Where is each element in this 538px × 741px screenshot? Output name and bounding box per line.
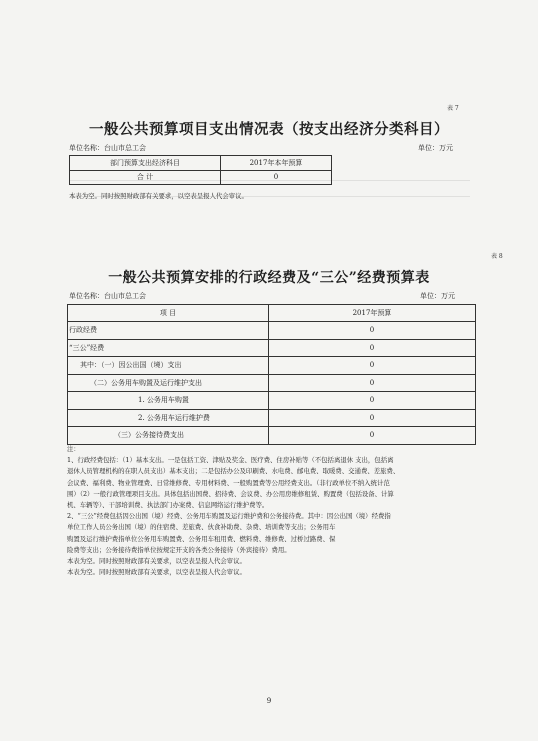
note-line: 1、行政经费包括：（1）基本支出。一是包括工资、津贴及奖金、医疗费、住房补贴等（不包括离退休 支出，包括离 — [67, 456, 394, 465]
table7-total-label: 合 计 — [70, 170, 221, 185]
table8-unit-name: 单位名称：台山市总工会 — [69, 292, 146, 300]
table-header-row — [70, 156, 332, 171]
table-row — [68, 339, 476, 357]
table7-unit: 单位：万元 — [418, 144, 453, 152]
row-label: 其中：（一）因公出国（境）支出 — [68, 357, 269, 375]
table7-tag: 表 7 — [447, 105, 459, 112]
table7-title: 一般公共预算项目支出情况表（按支出经济分类科目） — [89, 121, 449, 138]
note-line: 围）（2）一般行政管理项目支出。具体包括出国费、招待费、会议费、办公用房维修租赁、购置费（包括设备、计算 — [67, 489, 394, 498]
row-value: 0 — [269, 392, 476, 410]
row-label: 行政经费 — [68, 322, 269, 340]
table-header-row — [68, 305, 476, 322]
row-value: 0 — [269, 357, 476, 375]
row-value: 0 — [269, 427, 476, 445]
table7-col-header: 2017年本年预算 — [221, 156, 332, 171]
row-value: 0 — [269, 339, 476, 357]
table-row — [68, 357, 476, 375]
note-line: 退休人员管理机构的在职人员支出）基本支出；二是包括办公及印刷费、水电费、邮电费、取暖费、交通费、差旅费、 — [67, 467, 400, 476]
table-row — [68, 374, 476, 392]
table8 — [67, 304, 476, 445]
note-line: 单位工作人员公务出国（境）的住宿费、差旅费、伙食补助费、杂费、培训费等支出；公务用车 — [67, 523, 336, 532]
note-line: 本表为空。同时按照财政部有关要求，以空表呈报人代会审议。 — [67, 568, 246, 577]
table8-unit: 单位：万元 — [420, 292, 455, 300]
row-label: 2. 公务用车运行维护费 — [68, 409, 269, 427]
page-number: 9 — [266, 697, 272, 705]
row-value: 0 — [269, 409, 476, 427]
notes-heading: 注： — [67, 445, 80, 453]
table7 — [69, 155, 332, 185]
table-row — [70, 170, 332, 185]
table-row — [68, 409, 476, 427]
row-value: 0 — [269, 374, 476, 392]
row-label: “三公”经费 — [68, 339, 269, 357]
table7-col-header: 部门预算支出经济科目 — [70, 156, 221, 171]
table-row — [68, 392, 476, 410]
table8-title: 一般公共预算安排的行政经费及“三公”经费预算表 — [108, 270, 430, 286]
table7-note: 本表为空。同时按照财政部有关要求，以空表呈报人代会审议。 — [69, 192, 248, 200]
note-line: 险费等支出；公务接待费指单位按规定开支的各类公务接待（外宾接待）费用。 — [67, 545, 291, 554]
row-label: （二）公务用车购置及运行维护支出 — [68, 374, 269, 392]
note-line: 本表为空。同时按照财政部有关要求，以空表呈报人代会审议。 — [67, 557, 246, 566]
row-value: 0 — [269, 322, 476, 340]
table7-total-value: 0 — [221, 170, 332, 185]
table8-col-header: 2017年预算 — [269, 305, 476, 322]
table8-tag: 表 8 — [491, 253, 503, 260]
table7-unit-name: 单位名称：台山市总工会 — [69, 144, 146, 152]
note-line: 2、“三公”经费包括因公出国（境）经费、公务用车购置及运行维护费和公务接待费。其中：因公出国（境）经费指 — [67, 512, 391, 521]
table-row — [68, 427, 476, 445]
notes-block — [67, 444, 487, 578]
note-line: 会议费、福利费、物业管理费、日常维修费、专用材料费、一般购置费等公用经费支出。（非行政单位不纳入统计范 — [67, 478, 390, 487]
note-line: 机、车辆等）、干部培训费、执法部门办案费、信息网络运行维护费等。 — [67, 501, 269, 510]
row-label: 1. 公务用车购置 — [68, 392, 269, 410]
table-row — [68, 322, 476, 340]
note-line: 购置及运行维护费指单位公务用车购置费、公务用车租用费、燃料费、维修费、过桥过路费、保 — [67, 534, 336, 543]
row-label: （三）公务接待费支出 — [68, 427, 269, 445]
table8-col-header: 项 目 — [68, 305, 269, 322]
